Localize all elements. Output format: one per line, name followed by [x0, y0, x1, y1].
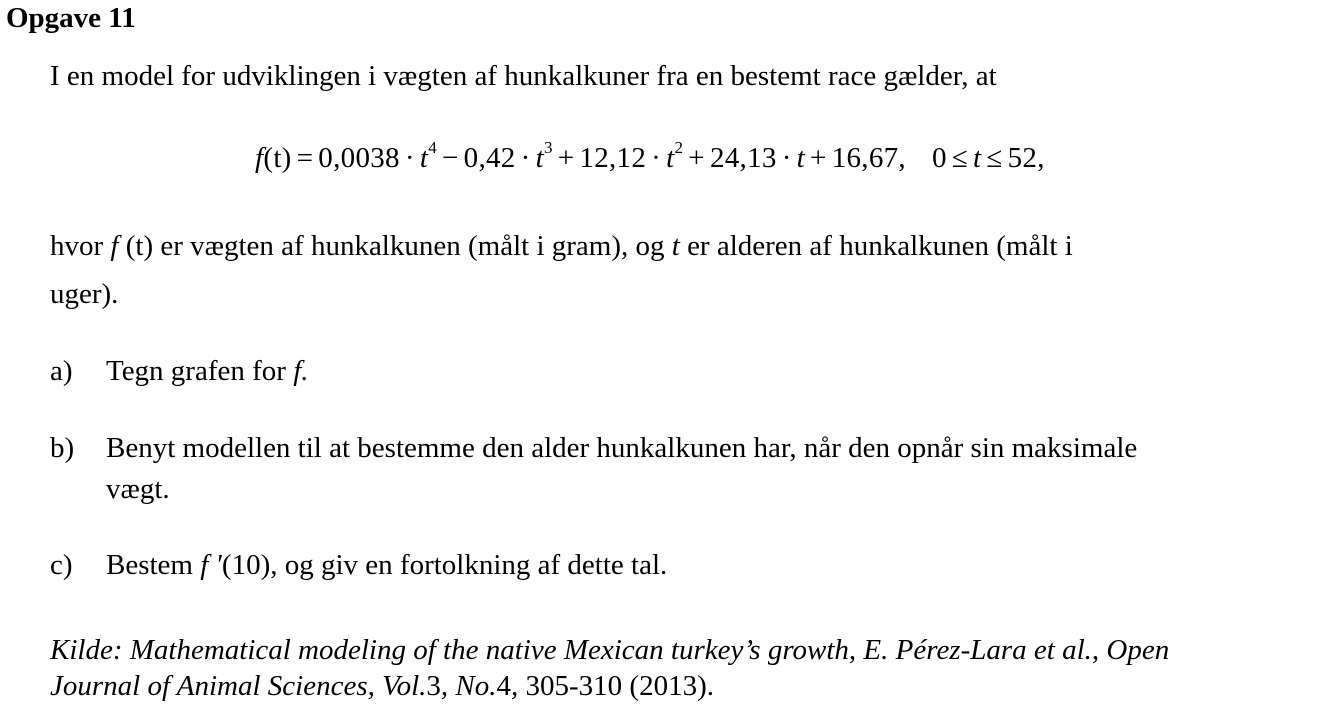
exercise-title: Opgave 11: [6, 2, 136, 34]
task-a-label: a): [50, 355, 73, 387]
formula-c1: 0,0038: [318, 142, 400, 174]
task-a-text: Tegn grafen for f.: [106, 355, 309, 387]
formula-var-4: t: [796, 142, 806, 174]
source-line-2: Journal of Animal Sciences, Vol.3, No.4, 305-310 (2013).: [50, 670, 714, 702]
formula-e3: 2: [674, 138, 684, 157]
formula-c4: 24,13: [709, 142, 777, 174]
task-c-label: c): [50, 549, 73, 581]
task-c-text: Bestem f ′(10), og giv en fortolkning af dette tal.: [106, 549, 668, 581]
formula-fn: f: [255, 142, 264, 174]
task-b-text-line-2: vægt.: [106, 473, 170, 505]
formula-e1: 4: [428, 138, 437, 157]
formula-var-3: t: [666, 142, 675, 174]
formula: $f(t) = 0,0038 \cdot t^4 - 0,42 \cdot t^3 + 12,12 \cdot t^2 + 24,13 \cdot t + 16,67$, 0 ≤ t ≤ 52,: [255, 138, 1045, 174]
formula-domain-hi: 52,: [1007, 142, 1045, 174]
intro-text: I en model for udviklingen i vægten af hunkalkuner fra en bestemt race gælder, at: [50, 60, 997, 92]
formula-var-5: t: [973, 142, 982, 174]
task-b-label: b): [50, 432, 75, 464]
formula-var-2: t: [535, 142, 544, 174]
formula-e2: 3: [543, 138, 553, 157]
task-b-text-line-1: Benyt modellen til at bestemme den alder hunkalkunen har, når den opnår sin maksimale: [106, 432, 1138, 464]
formula-c3: 12,12: [579, 142, 647, 174]
formula-eq: =: [296, 142, 314, 174]
formula-c5: 16,67,: [831, 142, 906, 174]
formula-arg: (t): [263, 142, 292, 174]
definition-line-2: uger).: [50, 278, 119, 310]
formula-var-1: t: [419, 142, 429, 174]
formula-domain-lo: 0: [932, 142, 947, 174]
source-line-1: Kilde: Mathematical modeling of the native Mexican turkey’s growth, E. Pérez-Lara et al., Open: [50, 634, 1170, 666]
formula-c2: 0,42: [463, 142, 516, 174]
definition-line-1: hvor f (t) er vægten af hunkalkunen (målt i gram), og t er alderen af hunkalkunen (målt i: [50, 230, 1073, 262]
